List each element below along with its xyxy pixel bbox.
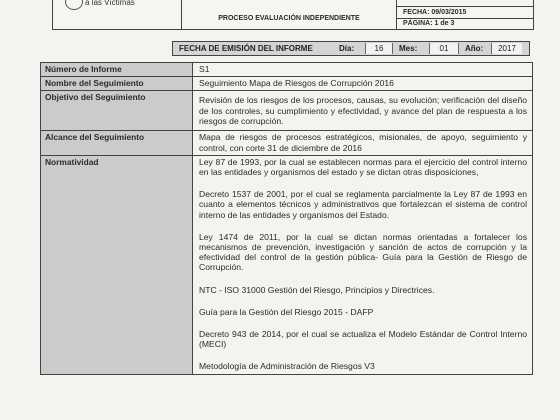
report-name: Seguimiento Mapa de Riesgos de Corrupción 2016 [199,78,394,89]
regulation-item: Decreto 943 de 2014, por el cual se actualiza el Modelo Estándar de Control Interno (MECI) [199,329,527,350]
day-label: Día: [339,44,355,53]
regulation-item: Decreto 1537 de 2001, por el cual se reglamenta parcialmente la Ley 87 de 1993 en cuanto a elementos técnicos y administrativos que fortalezcan el sistema de control interno de las entidades y organismos del Estado. [199,189,527,220]
table-row [41,76,532,90]
report-table [40,62,533,375]
regulation-item: Guía para la Gestión del Riesgo 2015 - DAFP [199,306,374,317]
entity-name-fragment: a las Víctimas [85,0,135,7]
table-row [41,90,532,130]
seal-icon [65,0,83,10]
regulation-label: Normatividad [41,156,193,374]
issue-date-bar [172,41,530,56]
year-value: 2017 [491,43,522,54]
table-row [41,130,532,154]
objective-label: Objetivo del Seguimiento [41,91,193,130]
header-meta [397,0,533,29]
table-row [41,63,532,76]
scope-label: Alcance del Seguimiento [41,131,193,154]
table-row [41,155,532,374]
entity-logo [53,0,182,29]
document-header [52,0,534,30]
report-number: S1 [199,64,210,74]
issue-date-label: FECHA DE EMISIÓN DEL INFORME [179,44,313,53]
regulation-item: Metodología de Administración de Riesgos V3 [199,361,375,372]
year-label: Año: [465,44,484,53]
month-value: 01 [429,43,459,54]
process-title: PROCESO EVALUACIÓN INDEPENDIENTE [182,0,397,29]
regulation-item: Ley 87 de 1993, por la cual se establecen normas para el ejercicio del control interno en las entidades y organismos del estado y se dictan otras disposiciones, [199,156,527,178]
objective-text: Revisión de los riesgos de los procesos, causas, su evolución; verificación del diseño de los controles, su cumplimiento y efectividad, y avance del plan de respuesta a los riesgos de corrupción. [199,95,527,126]
regulation-item: Ley 1474 de 2011, por la cual se dictan normas orientadas a fortalecer los mecanismos de prevención, investigación y sanción de actos de corrupción y la efectividad del control de la gestión pública- Guía para la Gestión de Riesgo de Corrupción. [199,231,527,273]
header-date: FECHA: 09/03/2015 [397,6,533,17]
month-label: Mes: [399,44,418,53]
header-page: PÁGINA: 1 de 3 [397,18,533,29]
report-number-label: Número de Informe [41,63,193,76]
regulation-list [193,156,532,374]
regulation-item: NTC - ISO 31000 Gestión del Riesgo, Principios y Directrices. [199,284,435,295]
report-name-label: Nombre del Seguimiento [41,77,193,90]
day-value: 16 [365,43,393,54]
scope-text: Mapa de riesgos de procesos estratégicos, misionales, de apoyo, seguimiento y control, con corte 31 de diciembre de 2016 [199,132,527,153]
